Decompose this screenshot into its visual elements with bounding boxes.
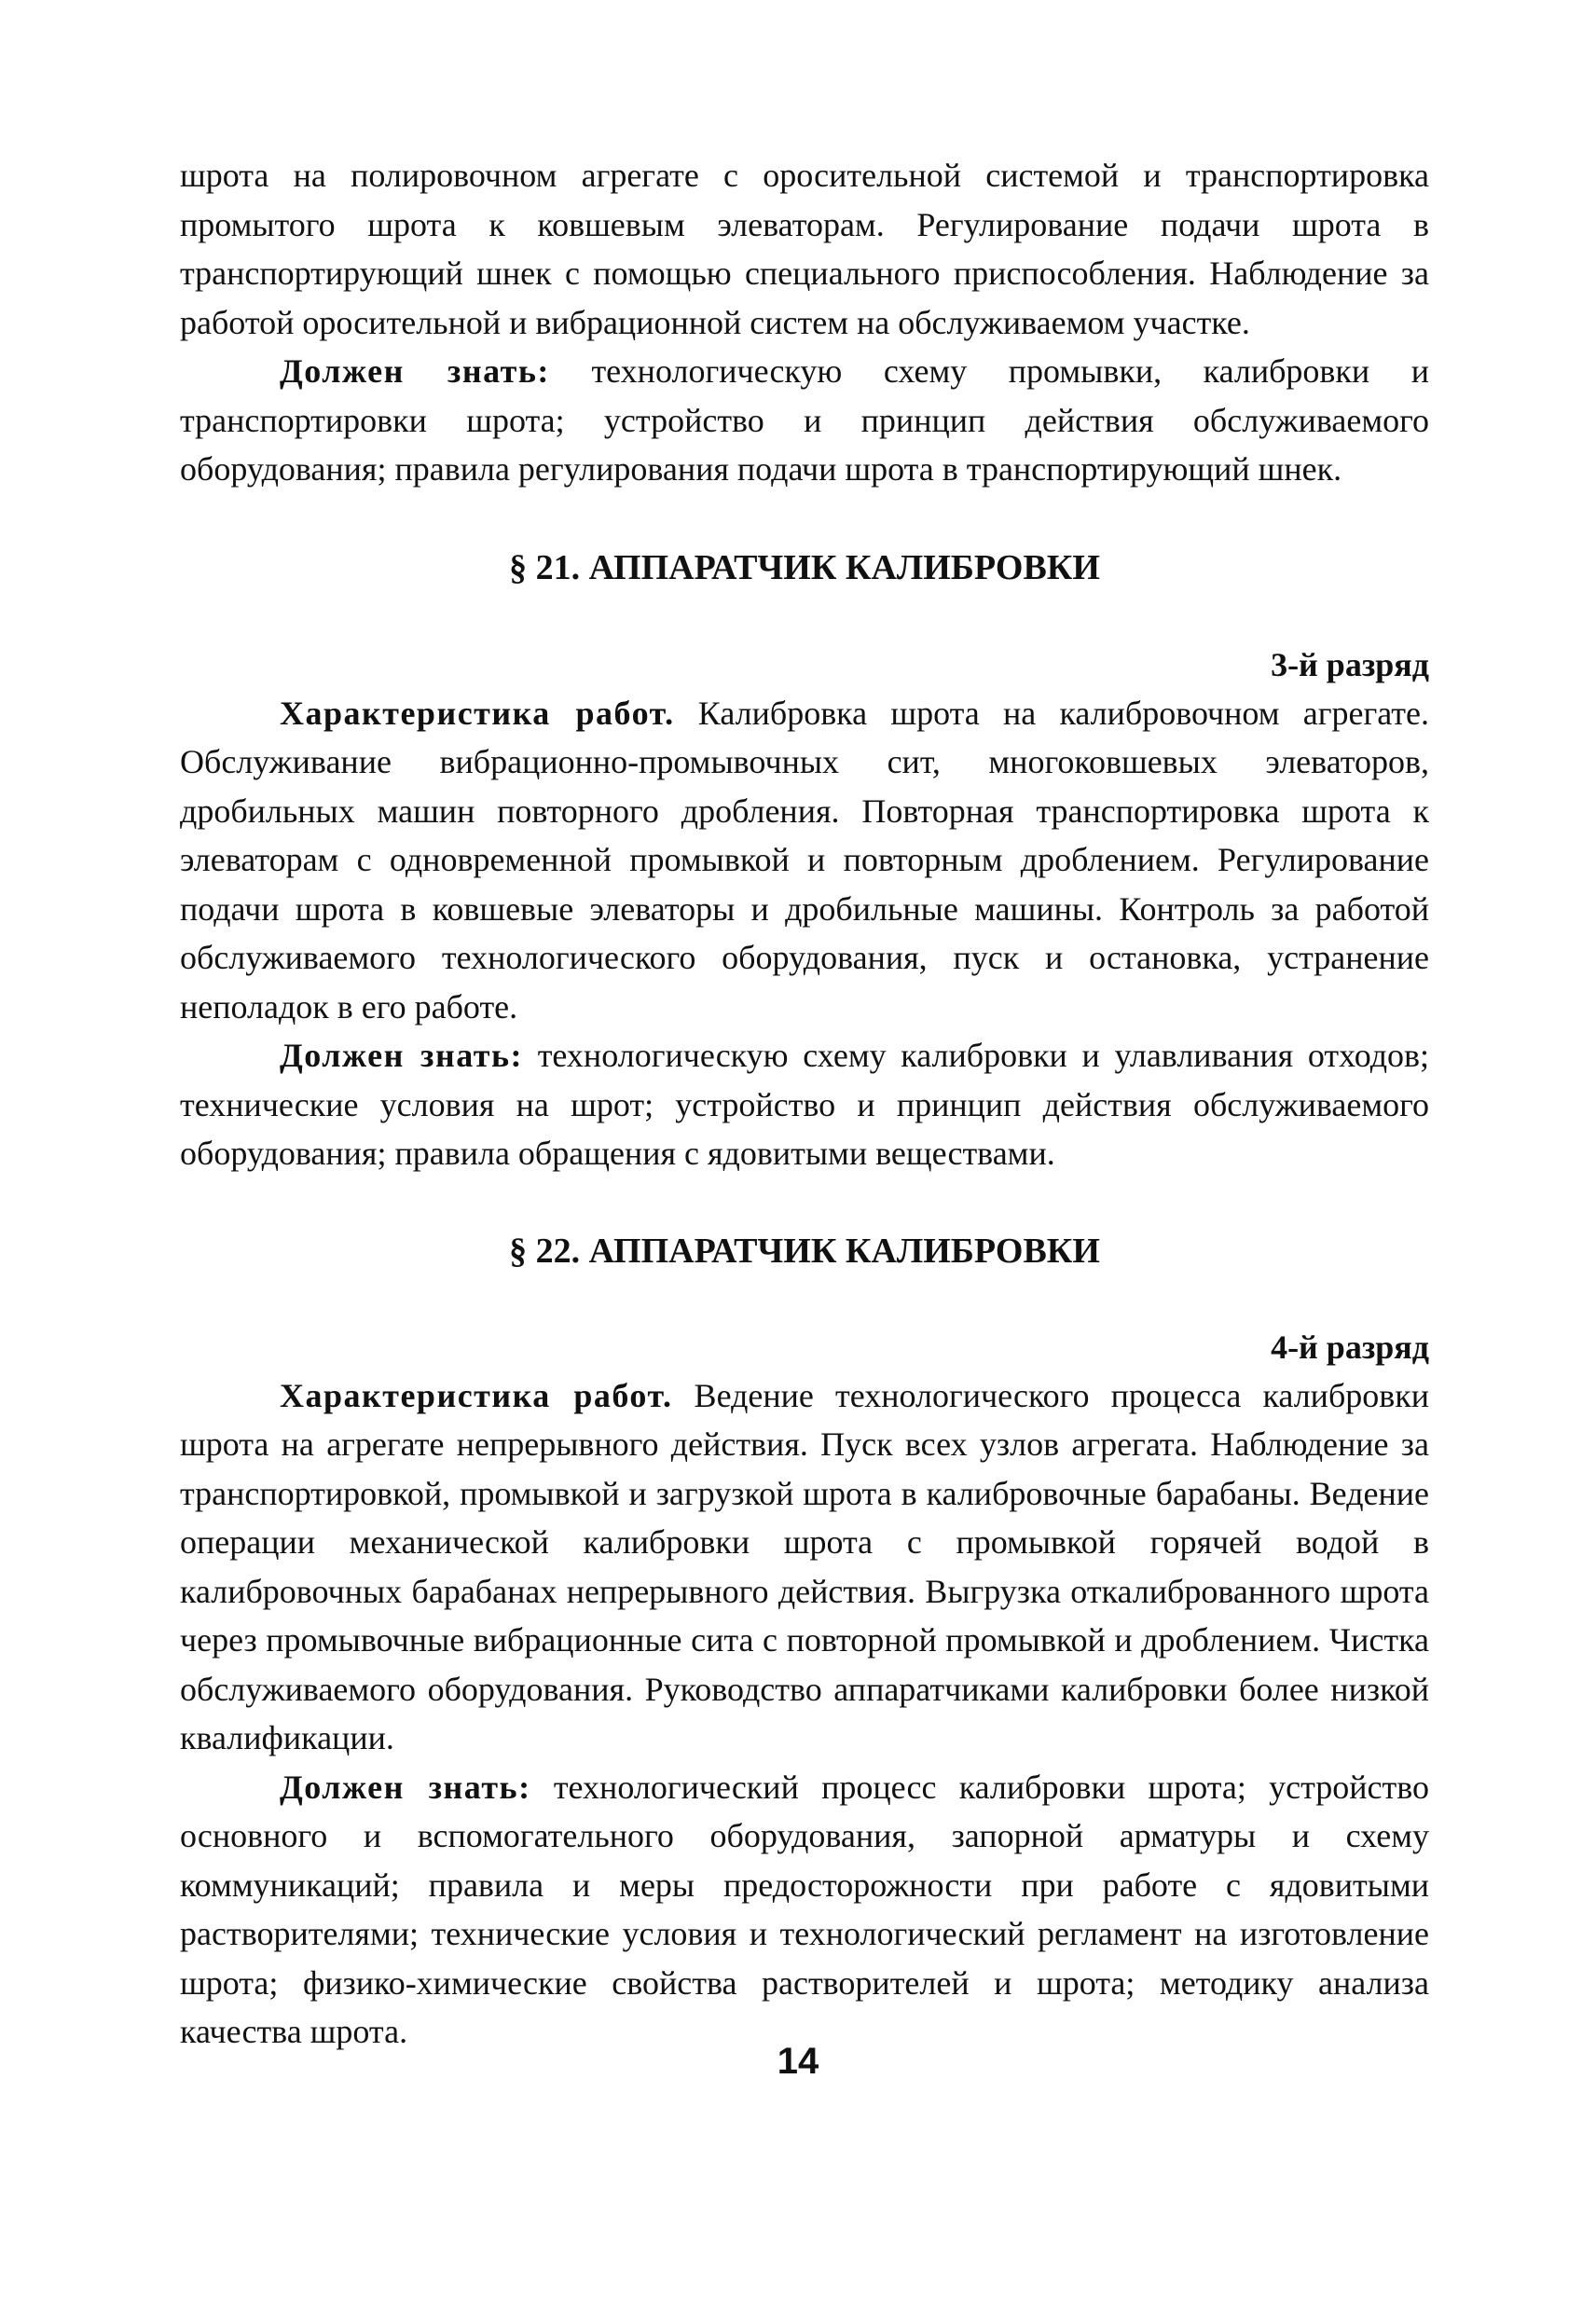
knowledge-text: технологический процесс калибровки шрота; устройство основного и вспомогательного оборудования, запорной арматуры и схему коммуникаций; правила и меры предосторожности при работе с ядовитыми растворителями; технические условия и технологический регламент на изготовление шрота; физико-химические свойства растворителей и шрота; методику анализа качества шрота. — [180, 1768, 1430, 2050]
section-22-heading: § 22. АППАРАТЧИК КАЛИБРОВКИ — [509, 1231, 1100, 1271]
work-lead: Характеристика работ. — [280, 1376, 673, 1414]
knowledge-text: технологическую схему калибровки и улавливания отходов; технические условия на шрот; устройство и принцип действия обслуживаемого оборудования; правила обращения с ядовитыми веществами. — [180, 1037, 1430, 1172]
section-22-knowledge-paragraph — [180, 1763, 1429, 2057]
page-number: 14 — [777, 2041, 819, 2082]
section-21-grade: 3-й разряд — [1271, 645, 1429, 683]
section-21-heading: § 21. АППАРАТЧИК КАЛИБРОВКИ — [509, 547, 1100, 587]
section-22-work-paragraph — [180, 1371, 1429, 1763]
work-text: Калибровка шрота на калибровочном агрегате. Обслуживание вибрационно-промывочных сит, многоковшевых элеваторов, дробильных машин повторного дробления. Повторная транспортировка шрота к элеваторам с одновременной промывкой и повторным дроблением. Регулирование подачи шрота в ковшевые элеваторы и дробильные машины. Контроль за работой обслуживаемого технологического оборудования, пуск и остановка, устранение неполадок в его работе. — [180, 694, 1429, 1026]
section-22-grade: 4-й разряд — [1271, 1328, 1429, 1366]
section-21-knowledge-paragraph — [180, 1031, 1429, 1178]
intro-knowledge-paragraph — [180, 347, 1429, 494]
knowledge-lead: Должен знать: — [280, 1037, 524, 1074]
intro-paragraph: шрота на полировочном агрегате с оросительной системой и транспортировка промытого шрота к ковшевым элеваторам. Регулирование подачи шрота в транспортирующий шнек с помощью специального приспособления. Наблюдение за работой оросительной и вибрационной систем на обслуживаемом участке. — [180, 157, 1429, 341]
work-lead: Характеристика работ. — [280, 694, 675, 732]
knowledge-lead: Должен знать: — [280, 1768, 531, 1806]
document-page — [180, 151, 1429, 2057]
knowledge-text: технологическую схему промывки, калибровки и транспортировки шрота; устройство и принцип действия обслуживаемого оборудования; правила регулирования подачи шрота в транспортирующий шнек. — [180, 352, 1429, 488]
section-21-work-paragraph — [180, 689, 1429, 1032]
work-text: Ведение технологического процесса калибровки шрота на агрегате непрерывного действия. Пуск всех узлов агрегата. Наблюдение за транспортировкой, промывкой и загрузкой шрота в калибровочные барабаны. Ведение операции механической калибровки шрота с промывкой горячей водой в калибровочных барабанах непрерывного действия. Выгрузка откалиброванного шрота через промывочные вибрационные сита с повторной промывкой и дроблением. Чистка обслуживаемого оборудования. Руководство аппаратчиками калибровки более низкой квалификации. — [180, 1376, 1430, 1756]
knowledge-lead: Должен знать: — [280, 352, 550, 390]
